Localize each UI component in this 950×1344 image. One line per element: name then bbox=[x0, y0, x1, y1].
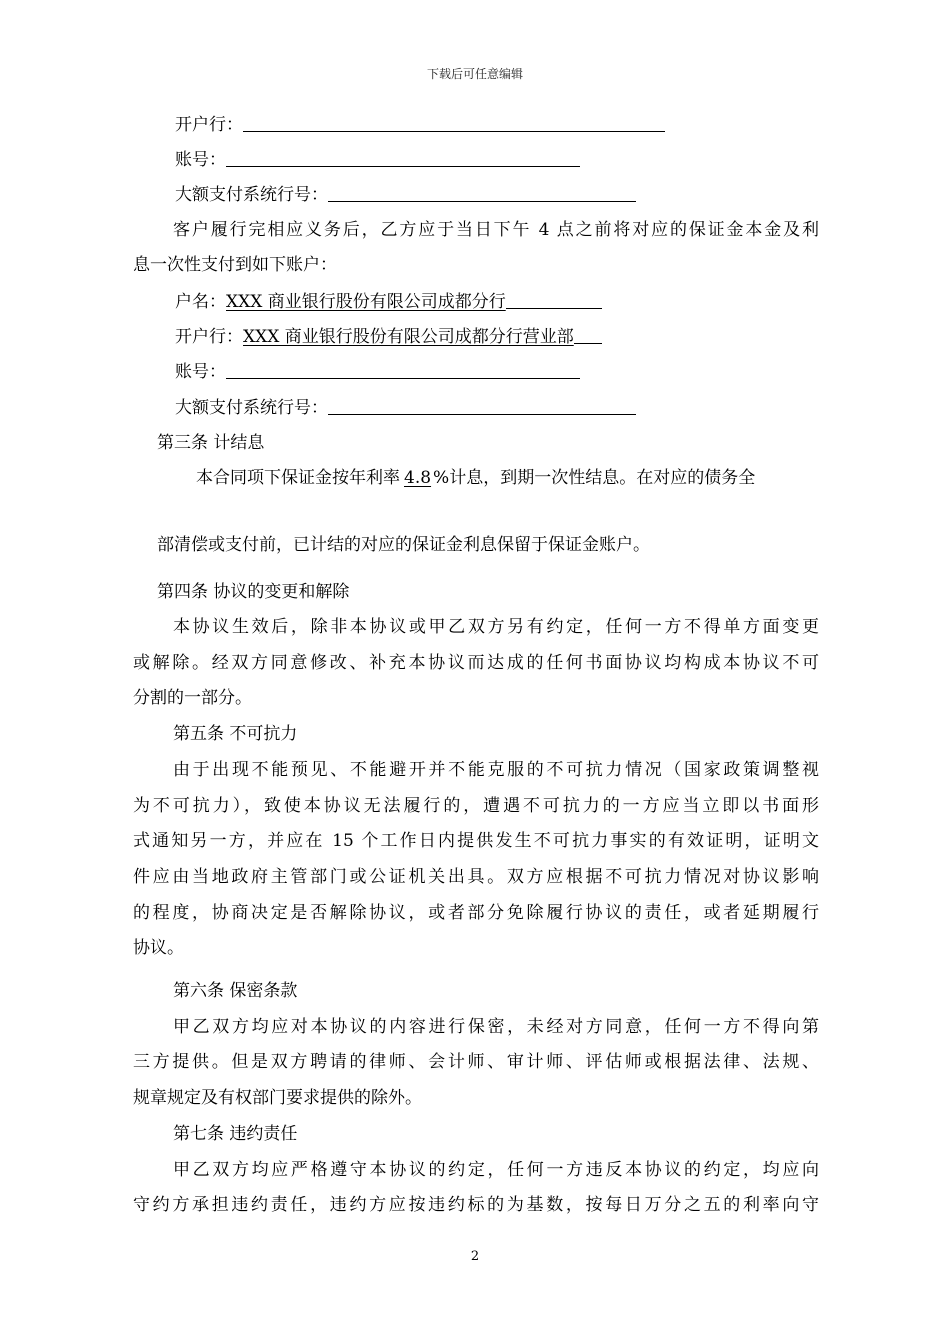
article-6-line-1: 甲乙双方均应对本协议的内容进行保密，未经对方同意，任何一方不得向第 bbox=[173, 1017, 819, 1037]
page-header-note: 下载后可任意编辑 bbox=[426, 67, 523, 81]
account-b-bank-row bbox=[175, 325, 602, 349]
account-b-payment-row bbox=[175, 396, 636, 420]
bank-label: 开户行： bbox=[175, 115, 243, 135]
payment-no-blank bbox=[328, 184, 636, 202]
article-5-line-3: 式通知另一方，并应在 15 个工作日内提供发生不可抗力事实的有效证明，证明文 bbox=[133, 831, 819, 851]
account-label: 账号： bbox=[175, 362, 226, 382]
article-7-title: 第七条 违约责任 bbox=[173, 1124, 298, 1144]
article-6-line-3: 规章规定及有权部门要求提供的除外。 bbox=[133, 1088, 422, 1108]
article-7-line-2: 守约方承担违约责任，违约方应按违约标的为基数，按每日万分之五的利率向守 bbox=[133, 1195, 819, 1215]
article-4-line-2: 或解除。经双方同意修改、补充本协议而达成的任何书面协议均构成本协议不可 bbox=[133, 653, 819, 673]
article-5-line-2: 为不可抗力），致使本协议无法履行的，遭遇不可抗力的一方应当立即以书面形 bbox=[133, 796, 819, 816]
account-a-payment-row bbox=[175, 183, 636, 207]
article-5-line-1: 由于出现不能预见、不能避开并不能克服的不可抗力情况（国家政策调整视 bbox=[173, 760, 819, 780]
name-value: XXX 商业银行股份有限公司成都分行 bbox=[226, 292, 506, 312]
article-3-title: 第三条 计结息 bbox=[157, 433, 265, 453]
article-5-title: 第五条 不可抗力 bbox=[173, 724, 298, 744]
account-b-account-row bbox=[175, 360, 580, 384]
bank-blank bbox=[243, 114, 665, 132]
article-4-line-1: 本协议生效后，除非本协议或甲乙双方另有约定，任何一方不得单方面变更 bbox=[173, 617, 819, 637]
name-underline-pad bbox=[506, 291, 602, 309]
article-6-line-2: 三方提供。但是双方聘请的律师、会计师、审计师、评估师或根据法律、法规、 bbox=[133, 1052, 819, 1072]
bank-label: 开户行： bbox=[175, 327, 243, 347]
return-clause-line-2: 息一次性支付到如下账户： bbox=[133, 255, 337, 275]
payment-no-label: 大额支付系统行号： bbox=[175, 185, 328, 205]
account-blank bbox=[226, 361, 580, 379]
name-label: 户名： bbox=[175, 292, 226, 312]
account-b-name-row bbox=[175, 290, 602, 314]
bank-underline-pad bbox=[574, 326, 602, 344]
return-clause-line-1: 客户履行完相应义务后，乙方应于当日下午 4 点之前将对应的保证金本金及利 bbox=[173, 220, 819, 240]
payment-no-label: 大额支付系统行号： bbox=[175, 398, 328, 418]
article-5-line-5: 的程度，协商决定是否解除协议，或者部分免除履行协议的责任，或者延期履行 bbox=[133, 903, 819, 923]
bank-value: XXX 商业银行股份有限公司成都分行营业部 bbox=[243, 327, 574, 347]
page-number: 2 bbox=[470, 1249, 480, 1264]
article-4-title: 第四条 协议的变更和解除 bbox=[157, 582, 350, 602]
payment-no-blank bbox=[328, 397, 636, 415]
account-a-bank-row bbox=[175, 113, 665, 137]
account-a-account-row bbox=[175, 148, 580, 172]
rate-suffix: %计息，到期一次性结息。在对应的债务全 bbox=[433, 468, 756, 488]
account-blank bbox=[226, 149, 580, 167]
article-4-line-3: 分割的一部分。 bbox=[133, 688, 252, 708]
article-3-line-1 bbox=[196, 466, 755, 490]
article-3-line-2: 部清偿或支付前，已计结的对应的保证金利息保留于保证金账户。 bbox=[157, 535, 650, 555]
article-5-line-4: 件应由当地政府主管部门或公证机关出具。双方应根据不可抗力情况对协议影响 bbox=[133, 867, 819, 887]
account-label: 账号： bbox=[175, 150, 226, 170]
interest-rate: 4.8 bbox=[404, 468, 432, 488]
article-6-title: 第六条 保密条款 bbox=[173, 981, 298, 1001]
article-7-line-1: 甲乙双方均应严格遵守本协议的约定，任何一方违反本协议的约定，均应向 bbox=[173, 1160, 819, 1180]
rate-prefix: 本合同项下保证金按年利率 bbox=[196, 468, 400, 488]
article-5-line-6: 协议。 bbox=[133, 938, 184, 958]
